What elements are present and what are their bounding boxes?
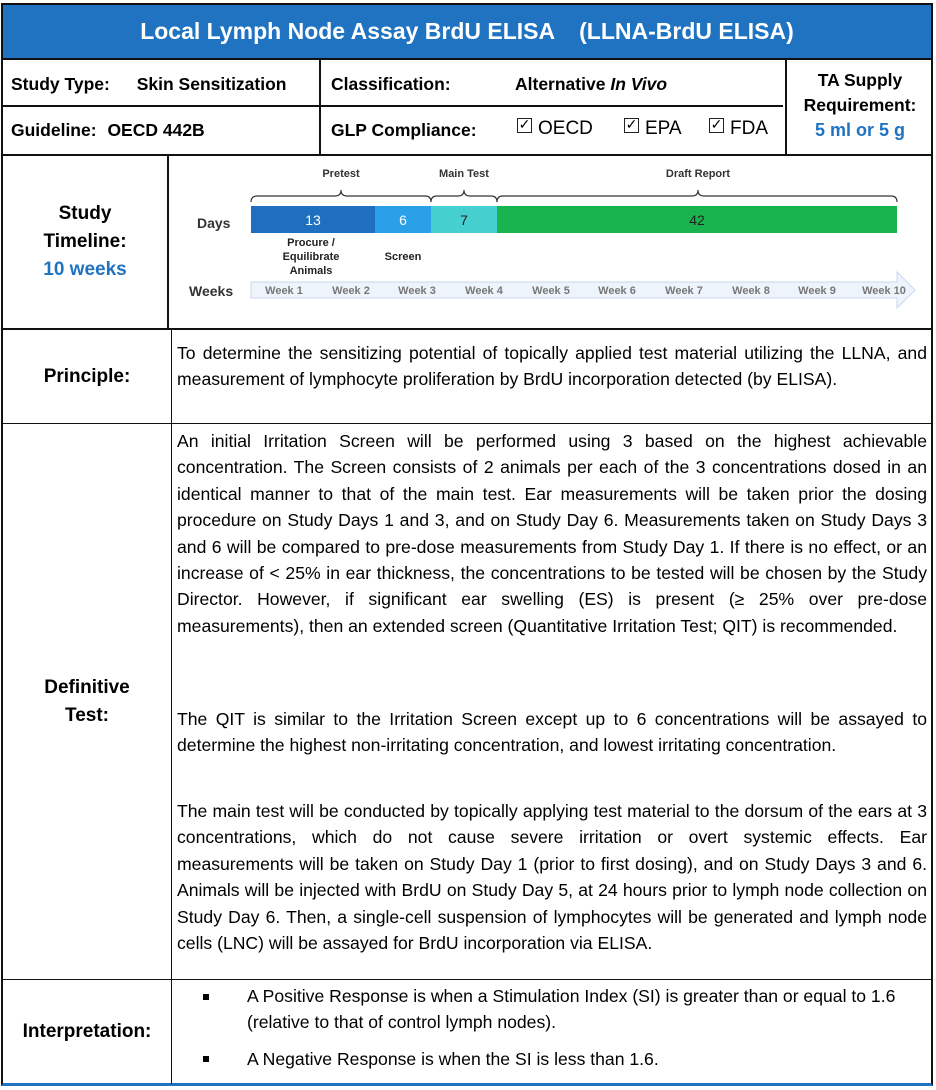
classification-value: Alternative — [515, 74, 606, 94]
study-type — [11, 74, 286, 95]
main-test-brace — [431, 190, 497, 202]
glp-epa — [624, 118, 682, 140]
segment-value: 42 — [689, 212, 705, 228]
ta-supply-label-1: TA Supply — [817, 70, 903, 90]
timeline-label-2: Timeline: — [43, 231, 127, 252]
interpretation-bullet-2: A Negative Response is when the SI is less than 1.6. — [247, 1049, 659, 1069]
classification-value-wrap — [515, 74, 667, 95]
sub-label-screen: Screen — [384, 251, 422, 263]
week-label: Week 9 — [798, 285, 836, 297]
week-label: Week 1 — [265, 285, 303, 297]
phase-label-pretest: Pretest — [322, 168, 360, 180]
definitive-paragraph-2: The QIT is similar to the Irritation Screen except up to 6 concentrations will be assayed to determine the highest non-irritating concentration, and lowest irritating concentration. — [177, 709, 927, 756]
phase-label-main-test: Main Test — [439, 168, 489, 180]
ta-supply — [787, 68, 933, 143]
pretest-brace — [251, 190, 431, 202]
principle-label-text: Principle: — [43, 365, 131, 387]
checkbox-checked-icon: ✓ — [518, 116, 531, 132]
timeline-chart — [169, 156, 929, 328]
segment-value: 6 — [399, 212, 407, 228]
classification-italic: In Vivo — [610, 74, 668, 94]
glp-epa-label: EPA — [645, 118, 682, 139]
interpretation-label — [3, 980, 171, 1084]
bullet-icon — [203, 994, 209, 1000]
principle-row — [1, 330, 933, 424]
week-label: Week 10 — [862, 285, 906, 297]
ta-supply-value: 5 ml or 5 g — [814, 120, 906, 140]
guideline-label: Guideline: — [11, 120, 97, 140]
week-label: Week 8 — [732, 285, 770, 297]
glp-oecd-label: OECD — [538, 118, 593, 139]
glp-fda-label: FDA — [730, 118, 768, 139]
weeks-label: Weeks — [189, 283, 234, 299]
phase-label-draft-report: Draft Report — [665, 168, 731, 180]
segment-value: 7 — [460, 212, 468, 228]
title-bar — [1, 3, 933, 60]
definitive-label-1: Definitive — [44, 677, 130, 698]
definitive-test-label — [3, 424, 171, 980]
interpretation-label-text: Interpretation: — [22, 1021, 152, 1042]
bullet-icon — [203, 1056, 209, 1062]
sub-label-equilibrate: Equilibrate — [282, 251, 340, 263]
glp-label: GLP Compliance: — [331, 120, 477, 140]
week-label: Week 2 — [332, 285, 370, 297]
timeline-duration: 10 weeks — [43, 259, 127, 280]
glp-compliance — [331, 120, 477, 141]
title-abbrev: (LLNA-BrdU ELISA) — [579, 18, 794, 44]
study-info-block — [1, 60, 933, 156]
study-type-label: Study Type: — [11, 74, 110, 94]
interpretation-bullet-1: A Positive Response is when a Stimulation Index (SI) is greater than or equal to 1.6 (relative to that of control lymph nodes). — [247, 986, 896, 1033]
week-label: Week 7 — [665, 285, 703, 297]
definitive-test-row — [1, 424, 933, 980]
definitive-paragraph-1: An initial Irritation Screen will be performed using 3 based on the highest achievable concentration. The Screen consists of 2 animals per each of the 3 concentrations dosed in an identical manner to that of the main test. Ear measurements will be taken prior the dosing procedure on Study Days 1 and 3, and on Study Day 6. Measurements taken on Study Days 3 and 6 will be compared to pre-dose measurements from Study Day 1. If there is no effect, or an increase of < 25% in ear thickness, the concentrations to be tested will be chosen by the Study Director. However, if significant ear swelling (ES) is present (≥ 25% over pre-dose measurements), then an extended screen (Quantitative Irritation Test; QIT) is recommended. — [177, 431, 927, 636]
interpretation-row — [1, 980, 933, 1086]
definitive-label-2: Test: — [65, 705, 109, 726]
sub-label-procure: Procure / — [287, 237, 335, 249]
study-type-value: Skin Sensitization — [136, 74, 287, 94]
guideline-value: OECD 442B — [107, 120, 205, 140]
checkbox-checked-icon: ✓ — [625, 116, 638, 132]
week-label: Week 3 — [398, 285, 436, 297]
timeline-label-1: Study — [58, 203, 112, 224]
draft-report-brace — [497, 190, 897, 202]
classification — [331, 74, 451, 95]
timeline-label — [3, 156, 167, 328]
days-label: Days — [197, 215, 231, 231]
classification-label: Classification: — [331, 74, 451, 94]
title-main: Local Lymph Node Assay BrdU ELISA — [140, 18, 556, 44]
checkbox-checked-icon: ✓ — [710, 116, 723, 132]
guideline — [11, 120, 205, 141]
timeline-row — [1, 156, 933, 330]
ta-supply-label-2: Requirement: — [803, 95, 917, 115]
segment-value: 13 — [305, 212, 321, 228]
principle-text: To determine the sensitizing potential of topically applied test material utilizing the LLNA, and measurement of lymphocyte proliferation by BrdU incorporation detected (by ELISA). — [177, 343, 927, 390]
principle-label — [3, 330, 171, 423]
week-label: Week 5 — [532, 285, 570, 297]
sub-label-animals: Animals — [289, 265, 333, 277]
glp-fda — [709, 118, 768, 140]
definitive-paragraph-3: The main test will be conducted by topically applying test material to the dorsum of the ears at 3 concentrations, which do not cause severe irritation or overt systemic effects. Ear measurements will be taken on Study Day 1 (prior to first dosing), and on Study Days 3 and 6. Animals will be injected with BrdU on Study Day 5, at 24 hours prior to lymph node collection on Study Day 6. Then, a single-cell suspension of lymphocytes will be generated and lymph node cells (LNC) will be assayed for BrdU incorporation via ELISA. — [177, 801, 927, 954]
week-label: Week 4 — [465, 285, 503, 297]
week-label: Week 6 — [598, 285, 636, 297]
glp-oecd — [517, 118, 593, 140]
